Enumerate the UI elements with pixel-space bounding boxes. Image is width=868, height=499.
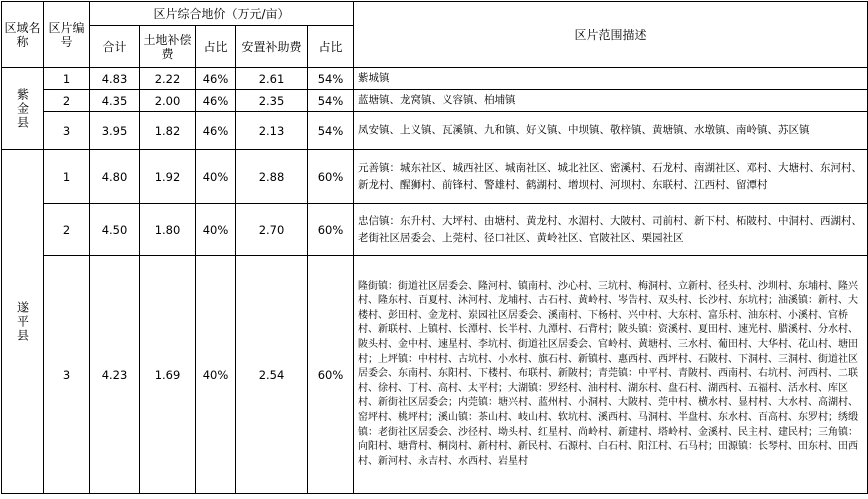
land-comp-value: 2.00: [140, 90, 196, 112]
pct1-value: 40%: [196, 256, 236, 494]
header-land-comp: 土地补偿费: [140, 26, 196, 68]
pct2-value: 60%: [308, 204, 354, 256]
pct2-value: 54%: [308, 68, 354, 90]
land-comp-value: 1.92: [140, 150, 196, 204]
zone-no: 1: [44, 150, 90, 204]
region-cell: [2, 68, 44, 150]
resettle-value: 2.35: [236, 90, 308, 112]
zone-no: 3: [44, 112, 90, 150]
pct2-value: 54%: [308, 90, 354, 112]
total-value: 4.35: [90, 90, 140, 112]
pct1-value: 46%: [196, 68, 236, 90]
scope-desc: 忠信镇：东升村、大坪村、由塘村、黄龙村、水湄村、大陂村、司前村、新下村、柘陂村、中洞村、西湖村、老街社区居委会、上莞村、径口社区、黄岭社区、官陂社区、栗园社区: [354, 204, 868, 256]
scope-desc: 隆街镇：街道社区居委会、隆河村、镇南村、沙心村、三坑村、梅洞村、立新村、径头村、沙圳村、东埔村、隆兴村、隆东村、百夏村、沐河村、龙埔村、古石村、黄岭村、岑告村、双头村、长沙村、东坑村；油溪镇：新村、大楼村、彭田村、金龙村、岽园社区居委会、溪南村、下杨村、兴中村、大东村、富乐村、油东村、小溪村、官桥村、新联村、上镇村、长潭村、长半村、九潭村、石背村；陂头镇：资溪村、夏田村、速光村、腊溪村、分水村、陂头村、金中村、速星村、李坑村、街道社区居委会、官岭村、黄塘村、三水村、葡田村、大华村、花山村、塘田村；上坪镇：中村村、古坑村、小水村、旗石村、新镇村、惠西村、西坪村、石陂村、下洞村、三洞村、街道社区居委会、东南村、东阳村、下楼村、布联村、新陂村；青莞镇：中平村、青陂村、西南村、右坑村、河西村、二联村、徐村、丁村、高村、太平村；大湖镇：罗经村、油村村、湖东村、盘石村、湖西村、五福村、活水村、库区村、新街社区居委会；内莞镇：塘兴村、蓝州村、小洞村、大陂村、莞中村、横水村、显村村、大水村、高湖村、窑坪村、桃坪村；溪山镇：茶山村、岐山村、软坑村、溪西村、马洞村、半盘村、东水村、百高村、东罗村；绣缎镇：老街社区居委会、沙径村、坳头村、红星村、尚岭村、新建村、塔岭村、金溪村、民主村、建民村；三角镇：向阳村、塘背村、桐岗村、新村村、新民村、石源村、白石村、阳江村、石马村；田源镇：长琴村、田东村、田西村、新河村、永吉村、水西村、岩星村: [354, 256, 868, 494]
pct2-value: 60%: [308, 150, 354, 204]
total-value: 4.83: [90, 68, 140, 90]
header-zone-no: 区片编号: [44, 2, 90, 68]
land-price-table: [1, 1, 868, 494]
zone-no: 3: [44, 256, 90, 494]
pct2-value: 54%: [308, 112, 354, 150]
total-value: 4.50: [90, 204, 140, 256]
header-region-name: 区域名称: [2, 2, 44, 68]
resettle-value: 2.88: [236, 150, 308, 204]
land-comp-value: 1.80: [140, 204, 196, 256]
resettle-value: 2.13: [236, 112, 308, 150]
total-value: 4.80: [90, 150, 140, 204]
resettle-value: 2.70: [236, 204, 308, 256]
header-total: 合计: [90, 26, 140, 68]
table-row: [2, 90, 868, 112]
table-row: [2, 256, 868, 494]
header-row: [2, 2, 868, 26]
zone-no: 1: [44, 68, 90, 90]
resettle-value: 2.61: [236, 68, 308, 90]
zone-no: 2: [44, 90, 90, 112]
table-row: [2, 204, 868, 256]
pct2-value: 60%: [308, 256, 354, 494]
header-pct1: 占比: [196, 26, 236, 68]
region-cell: [2, 150, 44, 494]
region-name: 紫金县: [15, 87, 30, 130]
table-row: [2, 150, 868, 204]
total-value: 3.95: [90, 112, 140, 150]
header-price-group: 区片综合地价（万元/亩）: [90, 2, 354, 26]
header-scope: 区片范围描述: [354, 2, 868, 68]
scope-desc: 紫城镇: [354, 68, 868, 90]
pct1-value: 46%: [196, 112, 236, 150]
land-comp-value: 2.22: [140, 68, 196, 90]
table-row: [2, 68, 868, 90]
zone-no: 2: [44, 204, 90, 256]
land-comp-value: 1.82: [140, 112, 196, 150]
pct1-value: 46%: [196, 90, 236, 112]
scope-desc: 凤安镇、上义镇、瓦溪镇、九和镇、好义镇、中坝镇、敬梓镇、黄塘镇、水墩镇、南岭镇、苏区镇: [354, 112, 868, 150]
pct1-value: 40%: [196, 204, 236, 256]
pct1-value: 40%: [196, 150, 236, 204]
header-resettle: 安置补助费: [236, 26, 308, 68]
land-comp-value: 1.69: [140, 256, 196, 494]
total-value: 4.23: [90, 256, 140, 494]
scope-desc: 蓝塘镇、龙窝镇、义容镇、柏埔镇: [354, 90, 868, 112]
resettle-value: 2.54: [236, 256, 308, 494]
scope-desc: 元善镇：城东社区、城西社区、城南社区、城北社区、密溪村、石龙村、南湖社区、邓村、大塘村、东河村、新龙村、醒狮村、前锋村、警雄村、鹤湖村、增坝村、河坝村、东联村、江西村、留潭村: [354, 150, 868, 204]
header-pct2: 占比: [308, 26, 354, 68]
region-name: 遂平县: [15, 300, 30, 343]
table-row: [2, 112, 868, 150]
